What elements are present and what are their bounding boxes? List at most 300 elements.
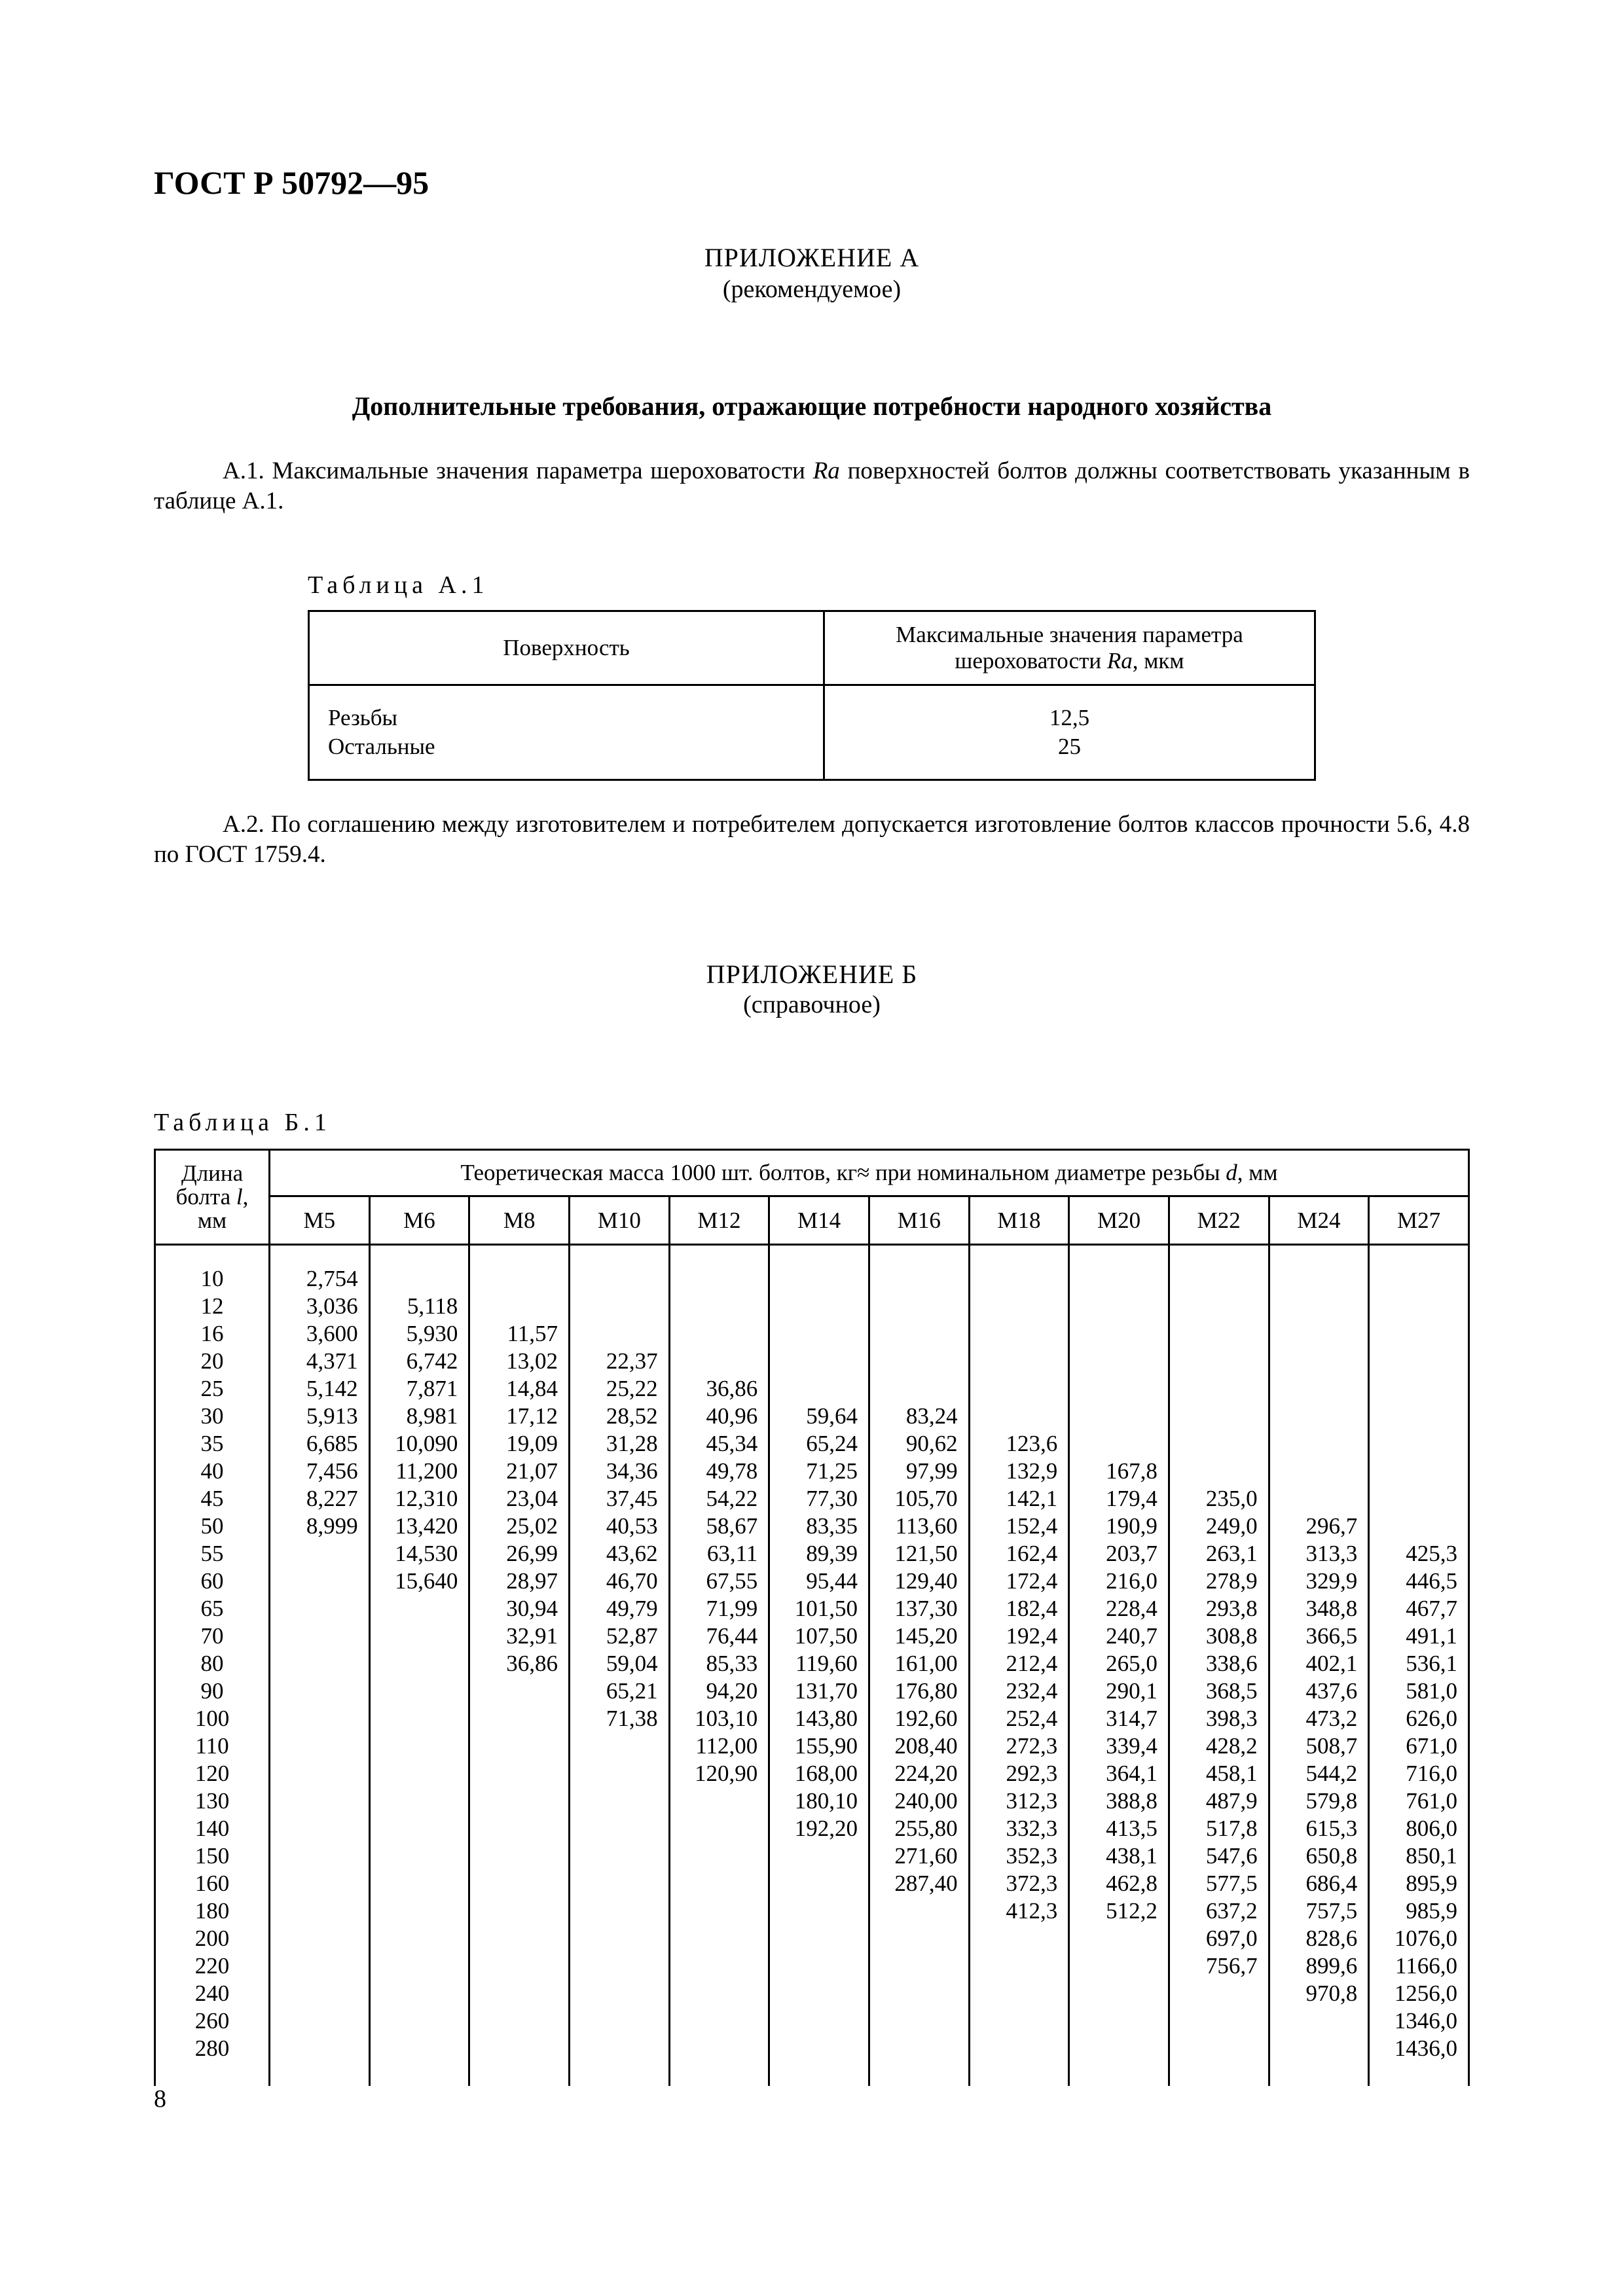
mass-cell: 52,87 bbox=[606, 1623, 658, 1649]
mass-cell: 626,0 bbox=[1406, 1706, 1457, 1731]
mass-cell: 308,8 bbox=[1205, 1623, 1258, 1649]
mass-cell bbox=[371, 1650, 458, 1677]
mass-cell bbox=[1370, 1403, 1457, 1430]
mass-cell: 32,91 bbox=[506, 1623, 558, 1649]
mass-cell: 271,60 bbox=[894, 1843, 958, 1869]
mass-cell bbox=[1270, 1265, 1358, 1293]
mass-cell: 190,9 bbox=[1106, 1513, 1158, 1539]
mass-cell bbox=[470, 1870, 558, 1897]
mass-cell bbox=[1170, 1458, 1258, 1485]
document-code: ГОСТ Р 50792—95 bbox=[154, 164, 429, 201]
diameter-header: М27 bbox=[1369, 1196, 1469, 1245]
length-cell: 10 bbox=[200, 1266, 224, 1291]
mass-cell: 203,7 bbox=[1106, 1541, 1158, 1566]
appendix-b-subtitle: (справочное) bbox=[743, 991, 881, 1018]
table-b1 bbox=[154, 1149, 1470, 2086]
mass-column bbox=[1269, 1245, 1369, 2086]
mass-cell bbox=[1270, 1293, 1358, 1320]
surface-other: Остальные bbox=[328, 734, 435, 759]
mass-cell: 192,4 bbox=[1006, 1623, 1058, 1649]
mass-cell: 13,02 bbox=[506, 1348, 558, 1374]
length-cell: 80 bbox=[200, 1651, 224, 1676]
mass-cell: 512,2 bbox=[1106, 1898, 1158, 1924]
mass-cell bbox=[1070, 1952, 1158, 1980]
mass-cell bbox=[1270, 1375, 1358, 1403]
mass-column bbox=[569, 1245, 669, 2086]
mass-cell bbox=[670, 1815, 758, 1842]
mass-cell bbox=[470, 1897, 558, 1925]
mass-cell: 103,10 bbox=[695, 1706, 758, 1731]
mass-cell: 13,420 bbox=[395, 1513, 458, 1539]
mass-cell bbox=[371, 1870, 458, 1897]
mass-cell bbox=[570, 1980, 658, 2007]
length-cell: 16 bbox=[200, 1321, 224, 1346]
mass-cell: 192,60 bbox=[894, 1706, 958, 1731]
surface-threads: Резьбы bbox=[328, 705, 398, 730]
mass-cell bbox=[770, 1925, 858, 1952]
mass-cell bbox=[270, 1787, 358, 1815]
mass-cell bbox=[1370, 1375, 1457, 1403]
mass-cell: 65,21 bbox=[606, 1678, 658, 1704]
mass-cell: 3,036 bbox=[306, 1293, 358, 1319]
mass-cell bbox=[371, 2035, 458, 2062]
mass-cell: 287,40 bbox=[894, 1871, 958, 1896]
length-cell: 50 bbox=[200, 1513, 224, 1539]
mass-cell bbox=[870, 2007, 958, 2035]
mass-cell: 180,10 bbox=[794, 1788, 858, 1814]
mass-cell: 76,44 bbox=[706, 1623, 758, 1649]
mass-cell bbox=[770, 1980, 858, 2007]
diameter-header: М20 bbox=[1069, 1196, 1169, 1245]
mass-cell bbox=[1370, 1293, 1457, 1320]
mass-cell bbox=[270, 1595, 358, 1623]
mass-cell bbox=[270, 1815, 358, 1842]
mass-cell bbox=[371, 1815, 458, 1842]
mass-cell: 577,5 bbox=[1205, 1871, 1258, 1896]
mass-cell bbox=[270, 1732, 358, 1760]
mass-cell: 224,20 bbox=[894, 1761, 958, 1786]
mass-column bbox=[969, 1245, 1069, 2086]
mass-cell bbox=[270, 2007, 358, 2035]
mass-cell: 161,00 bbox=[894, 1651, 958, 1676]
mass-cell bbox=[870, 1293, 958, 1320]
mass-cell bbox=[570, 1787, 658, 1815]
mass-cell: 761,0 bbox=[1406, 1788, 1457, 1814]
mass-cell: 208,40 bbox=[894, 1733, 958, 1759]
mass-cell: 30,94 bbox=[506, 1596, 558, 1621]
mass-cell bbox=[1370, 1348, 1457, 1375]
mass-cell bbox=[1070, 1348, 1158, 1375]
mass-cell bbox=[570, 1870, 658, 1897]
length-cell: 130 bbox=[194, 1788, 230, 1814]
mass-cell: 458,1 bbox=[1205, 1761, 1258, 1786]
mass-cell: 8,981 bbox=[406, 1403, 458, 1429]
mass-cell bbox=[371, 2007, 458, 2035]
mass-cell: 37,45 bbox=[606, 1486, 658, 1511]
mass-cell: 438,1 bbox=[1106, 1843, 1158, 1869]
mass-cell: 17,12 bbox=[506, 1403, 558, 1429]
mass-cell bbox=[570, 1897, 658, 1925]
mass-cell bbox=[570, 2007, 658, 2035]
mass-cell bbox=[270, 1870, 358, 1897]
mass-cell bbox=[870, 1897, 958, 1925]
mass-cell bbox=[270, 1677, 358, 1705]
mass-cell bbox=[371, 1595, 458, 1623]
mass-cell bbox=[970, 2007, 1058, 2035]
mass-cell: 31,28 bbox=[606, 1431, 658, 1456]
mass-column bbox=[669, 1245, 769, 2086]
mass-cell: 77,30 bbox=[806, 1486, 858, 1511]
mass-cell: 5,913 bbox=[306, 1403, 358, 1429]
mass-column bbox=[869, 1245, 969, 2086]
mass-cell: 216,0 bbox=[1106, 1568, 1158, 1594]
mass-cell bbox=[270, 1842, 358, 1870]
length-cell: 25 bbox=[200, 1376, 224, 1401]
mass-cell: 119,60 bbox=[795, 1651, 858, 1676]
mass-cell bbox=[570, 1815, 658, 1842]
paragraph-a1 bbox=[154, 456, 1470, 516]
mass-cell: 58,67 bbox=[706, 1513, 758, 1539]
mass-cell bbox=[470, 1925, 558, 1952]
mass-column bbox=[270, 1245, 370, 2086]
mass-cell: 467,7 bbox=[1406, 1596, 1457, 1621]
diameter-header: М5 bbox=[270, 1196, 370, 1245]
paragraph-a1-prefix: А.1. Максимальные значения параметра шероховатости bbox=[223, 457, 813, 484]
value-other: 25 bbox=[1058, 734, 1081, 759]
mass-cell bbox=[670, 1980, 758, 2007]
mass-cell bbox=[371, 1732, 458, 1760]
mass-cell: 182,4 bbox=[1006, 1596, 1058, 1621]
mass-cell: 437,6 bbox=[1305, 1678, 1358, 1704]
mass-cell: 90,62 bbox=[905, 1431, 958, 1456]
mass-cell: 8,227 bbox=[306, 1486, 358, 1511]
mass-cell: 123,6 bbox=[1006, 1431, 1058, 1456]
appendix-a-title: ПРИЛОЖЕНИЕ А bbox=[704, 243, 920, 272]
mass-cell: 5,142 bbox=[306, 1376, 358, 1401]
mass-cell: 292,3 bbox=[1006, 1761, 1058, 1786]
mass-cell bbox=[770, 1320, 858, 1348]
mass-cell bbox=[770, 1348, 858, 1375]
mass-cell: 348,8 bbox=[1305, 1596, 1358, 1621]
mass-cell: 89,39 bbox=[806, 1541, 858, 1566]
mass-cell bbox=[670, 1348, 758, 1375]
mass-cell: 132,9 bbox=[1006, 1458, 1058, 1484]
mass-cell bbox=[770, 1375, 858, 1403]
mass-cell: 22,37 bbox=[606, 1348, 658, 1374]
mass-cell bbox=[770, 1293, 858, 1320]
mass-column bbox=[469, 1245, 570, 2086]
mass-cell bbox=[670, 1787, 758, 1815]
mass-cell bbox=[1170, 1320, 1258, 1348]
mass-cell: 581,0 bbox=[1406, 1678, 1457, 1704]
mass-cell bbox=[1270, 1403, 1358, 1430]
mass-cell bbox=[470, 1980, 558, 2007]
mass-cell bbox=[270, 1952, 358, 1980]
mass-cell bbox=[371, 1760, 458, 1787]
length-cell: 30 bbox=[200, 1403, 224, 1429]
mass-cell: 332,3 bbox=[1006, 1816, 1058, 1841]
mass-cell: 8,999 bbox=[306, 1513, 358, 1539]
mass-cell bbox=[770, 1265, 858, 1293]
mass-cell: 71,25 bbox=[806, 1458, 858, 1484]
mass-cell: 1256,0 bbox=[1394, 1981, 1457, 2006]
table-a1-header-roughness: Максимальные значения параметра шероховатости Ra, мкм bbox=[824, 611, 1315, 685]
mass-cell bbox=[371, 1842, 458, 1870]
mass-cell: 899,6 bbox=[1305, 1953, 1358, 1979]
ra-symbol: Ra bbox=[812, 457, 840, 484]
mass-cell bbox=[1370, 1430, 1457, 1458]
mass-cell: 168,00 bbox=[794, 1761, 858, 1786]
mass-cell: 425,3 bbox=[1406, 1541, 1457, 1566]
mass-cell: 10,090 bbox=[395, 1431, 458, 1456]
mass-cell: 131,70 bbox=[794, 1678, 858, 1704]
mass-cell: 45,34 bbox=[706, 1431, 758, 1456]
mass-cell bbox=[371, 1897, 458, 1925]
mass-cell: 232,4 bbox=[1006, 1678, 1058, 1704]
mass-cell bbox=[870, 1980, 958, 2007]
mass-cell: 487,9 bbox=[1205, 1788, 1258, 1814]
mass-cell bbox=[770, 2007, 858, 2035]
mass-cell: 40,53 bbox=[606, 1513, 658, 1539]
mass-cell: 579,8 bbox=[1305, 1788, 1358, 1814]
mass-cell: 255,80 bbox=[894, 1816, 958, 1841]
mass-cell: 172,4 bbox=[1006, 1568, 1058, 1594]
mass-cell bbox=[1170, 2007, 1258, 2035]
mass-cell bbox=[270, 1623, 358, 1650]
mass-cell bbox=[870, 1952, 958, 1980]
mass-cell bbox=[670, 1952, 758, 1980]
mass-cell bbox=[371, 1787, 458, 1815]
mass-cell bbox=[570, 1842, 658, 1870]
mass-cell: 312,3 bbox=[1006, 1788, 1058, 1814]
mass-cell: 757,5 bbox=[1305, 1898, 1358, 1924]
mass-cell: 71,38 bbox=[606, 1706, 658, 1731]
mass-cell bbox=[670, 1870, 758, 1897]
mass-cell bbox=[770, 2035, 858, 2062]
mass-cell bbox=[1170, 1980, 1258, 2007]
table-b1-caption: Таблица Б.1 bbox=[154, 1109, 331, 1136]
mass-cell: 36,86 bbox=[706, 1376, 758, 1401]
mass-cell: 28,97 bbox=[506, 1568, 558, 1594]
mass-cell bbox=[470, 1677, 558, 1705]
mass-cell: 756,7 bbox=[1205, 1953, 1258, 1979]
mass-cell: 15,640 bbox=[395, 1568, 458, 1594]
table-a1 bbox=[308, 610, 1316, 781]
mass-cell: 462,8 bbox=[1106, 1871, 1158, 1896]
length-cell: 260 bbox=[194, 2008, 230, 2034]
mass-cell: 43,62 bbox=[606, 1541, 658, 1566]
mass-cell: 265,0 bbox=[1106, 1651, 1158, 1676]
mass-cell: 12,310 bbox=[395, 1486, 458, 1511]
mass-cell bbox=[270, 1925, 358, 1952]
mass-cell bbox=[870, 1348, 958, 1375]
mass-cell bbox=[970, 1375, 1058, 1403]
mass-cell bbox=[670, 1897, 758, 1925]
mass-cell bbox=[1170, 1430, 1258, 1458]
mass-cell bbox=[570, 2035, 658, 2062]
length-cell: 45 bbox=[200, 1486, 224, 1511]
mass-cell bbox=[970, 1980, 1058, 2007]
mass-cell bbox=[1070, 1430, 1158, 1458]
mass-cell bbox=[470, 1293, 558, 1320]
mass-cell: 7,456 bbox=[306, 1458, 358, 1484]
mass-cell bbox=[970, 1265, 1058, 1293]
mass-cell: 235,0 bbox=[1205, 1486, 1258, 1511]
mass-cell bbox=[470, 1760, 558, 1787]
mass-cell bbox=[470, 1265, 558, 1293]
mass-cell: 637,2 bbox=[1205, 1898, 1258, 1924]
mass-cell: 508,7 bbox=[1305, 1733, 1358, 1759]
mass-cell: 167,8 bbox=[1106, 1458, 1158, 1484]
mass-cell bbox=[1070, 2007, 1158, 2035]
mass-cell bbox=[1370, 1320, 1457, 1348]
length-cell: 150 bbox=[194, 1843, 230, 1869]
mass-cell: 142,1 bbox=[1006, 1486, 1058, 1511]
mass-cell: 296,7 bbox=[1305, 1513, 1358, 1539]
mass-cell: 7,871 bbox=[406, 1376, 458, 1401]
mass-cell bbox=[670, 2035, 758, 2062]
mass-cell: 290,1 bbox=[1106, 1678, 1158, 1704]
mass-cell: 372,3 bbox=[1006, 1871, 1058, 1896]
mass-cell: 314,7 bbox=[1106, 1706, 1158, 1731]
mass-cell: 120,90 bbox=[695, 1761, 758, 1786]
mass-cell bbox=[470, 1815, 558, 1842]
mass-cell: 5,930 bbox=[406, 1321, 458, 1346]
length-cell: 35 bbox=[200, 1431, 224, 1456]
mass-cell bbox=[1170, 1403, 1258, 1430]
mass-cell: 121,50 bbox=[894, 1541, 958, 1566]
length-cell: 20 bbox=[200, 1348, 224, 1374]
mass-cell bbox=[1170, 1265, 1258, 1293]
mass-cell: 293,8 bbox=[1205, 1596, 1258, 1621]
mass-cell: 14,84 bbox=[506, 1376, 558, 1401]
mass-cell bbox=[1270, 1320, 1358, 1348]
length-cell: 70 bbox=[200, 1623, 224, 1649]
mass-cell: 95,44 bbox=[806, 1568, 858, 1594]
mass-cell: 473,2 bbox=[1305, 1706, 1358, 1731]
mass-cell bbox=[1170, 1293, 1258, 1320]
mass-cell bbox=[1070, 1403, 1158, 1430]
mass-cell bbox=[570, 1320, 658, 1348]
mass-cell: 828,6 bbox=[1305, 1926, 1358, 1951]
mass-cell: 338,6 bbox=[1205, 1651, 1258, 1676]
mass-cell bbox=[1270, 1458, 1358, 1485]
mass-cell bbox=[870, 2035, 958, 2062]
mass-cell bbox=[270, 1540, 358, 1568]
mass-cell: 1076,0 bbox=[1394, 1926, 1457, 1951]
diameter-header: М8 bbox=[469, 1196, 570, 1245]
mass-cell: 26,99 bbox=[506, 1541, 558, 1566]
length-cell: 90 bbox=[200, 1678, 224, 1704]
mass-cell bbox=[470, 1732, 558, 1760]
mass-cell bbox=[371, 1623, 458, 1650]
mass-cell bbox=[770, 1952, 858, 1980]
mass-cell bbox=[1170, 1375, 1258, 1403]
mass-cell: 21,07 bbox=[506, 1458, 558, 1484]
mass-cell: 536,1 bbox=[1406, 1651, 1457, 1676]
mass-cell: 11,200 bbox=[395, 1458, 458, 1484]
mass-cell bbox=[970, 2035, 1058, 2062]
mass-cell: 34,36 bbox=[606, 1458, 658, 1484]
mass-cell: 155,90 bbox=[794, 1733, 858, 1759]
paragraph-a1-suffix: поверхностей болтов должны соответствовать указанным в таблице А.1. bbox=[154, 457, 1470, 514]
mass-cell: 28,52 bbox=[606, 1403, 658, 1429]
mass-cell: 63,11 bbox=[706, 1541, 758, 1566]
mass-cell bbox=[970, 1403, 1058, 1430]
mass-cell: 895,9 bbox=[1406, 1871, 1457, 1896]
mass-cell bbox=[770, 1870, 858, 1897]
value-threads: 12,5 bbox=[1049, 705, 1090, 730]
mass-column bbox=[769, 1245, 869, 2086]
mass-cell: 36,86 bbox=[506, 1651, 558, 1676]
mass-cell: 6,742 bbox=[406, 1348, 458, 1374]
mass-cell bbox=[470, 2035, 558, 2062]
mass-cell: 112,00 bbox=[695, 1733, 758, 1759]
mass-cell: 329,9 bbox=[1305, 1568, 1358, 1594]
mass-cell: 179,4 bbox=[1106, 1486, 1158, 1511]
mass-cell: 249,0 bbox=[1205, 1513, 1258, 1539]
mass-cell bbox=[270, 1568, 358, 1595]
mass-cell: 6,685 bbox=[306, 1431, 358, 1456]
mass-cell: 152,4 bbox=[1006, 1513, 1058, 1539]
mass-cell: 11,57 bbox=[507, 1321, 558, 1346]
mass-cell: 113,60 bbox=[895, 1513, 958, 1539]
mass-cell: 985,9 bbox=[1406, 1898, 1457, 1924]
mass-cell bbox=[1270, 2035, 1358, 2062]
mass-cell bbox=[1370, 1485, 1457, 1513]
mass-cell: 228,4 bbox=[1106, 1596, 1158, 1621]
mass-cell: 67,55 bbox=[706, 1568, 758, 1594]
mass-cell: 59,64 bbox=[806, 1403, 858, 1429]
mass-cell: 59,04 bbox=[606, 1651, 658, 1676]
mass-cell: 101,50 bbox=[794, 1596, 858, 1621]
mass-cell: 716,0 bbox=[1406, 1761, 1457, 1786]
mass-cell bbox=[1370, 1265, 1457, 1293]
mass-cell bbox=[270, 1760, 358, 1787]
mass-cell bbox=[1170, 1348, 1258, 1375]
mass-cell: 428,2 bbox=[1205, 1733, 1258, 1759]
table-a1-caption: Таблица А.1 bbox=[308, 571, 489, 599]
mass-cell: 19,09 bbox=[506, 1431, 558, 1456]
mass-cell bbox=[1070, 1320, 1158, 1348]
mass-cell: 352,3 bbox=[1006, 1843, 1058, 1869]
mass-cell: 517,8 bbox=[1205, 1816, 1258, 1841]
mass-cell bbox=[670, 1842, 758, 1870]
mass-cell bbox=[570, 1952, 658, 1980]
mass-cell: 137,30 bbox=[894, 1596, 958, 1621]
mass-cell: 2,754 bbox=[306, 1266, 358, 1291]
mass-cell: 686,4 bbox=[1305, 1871, 1358, 1896]
mass-cell: 162,4 bbox=[1006, 1541, 1058, 1566]
mass-cell: 145,20 bbox=[894, 1623, 958, 1649]
mass-cell: 240,7 bbox=[1106, 1623, 1158, 1649]
length-cell: 200 bbox=[194, 1926, 230, 1951]
mass-cell: 46,70 bbox=[606, 1568, 658, 1594]
mass-cell: 97,99 bbox=[905, 1458, 958, 1484]
mass-cell: 388,8 bbox=[1106, 1788, 1158, 1814]
mass-cell bbox=[570, 1265, 658, 1293]
mass-cell: 263,1 bbox=[1205, 1541, 1258, 1566]
mass-cell: 697,0 bbox=[1205, 1926, 1258, 1951]
mass-cell bbox=[1370, 1513, 1457, 1540]
mass-cell: 252,4 bbox=[1006, 1706, 1058, 1731]
mass-cell bbox=[570, 1293, 658, 1320]
mass-column bbox=[1169, 1245, 1269, 2086]
mass-cell: 94,20 bbox=[706, 1678, 758, 1704]
diameter-header: М12 bbox=[669, 1196, 769, 1245]
mass-cell: 1436,0 bbox=[1394, 2036, 1457, 2061]
mass-cell: 23,04 bbox=[506, 1486, 558, 1511]
